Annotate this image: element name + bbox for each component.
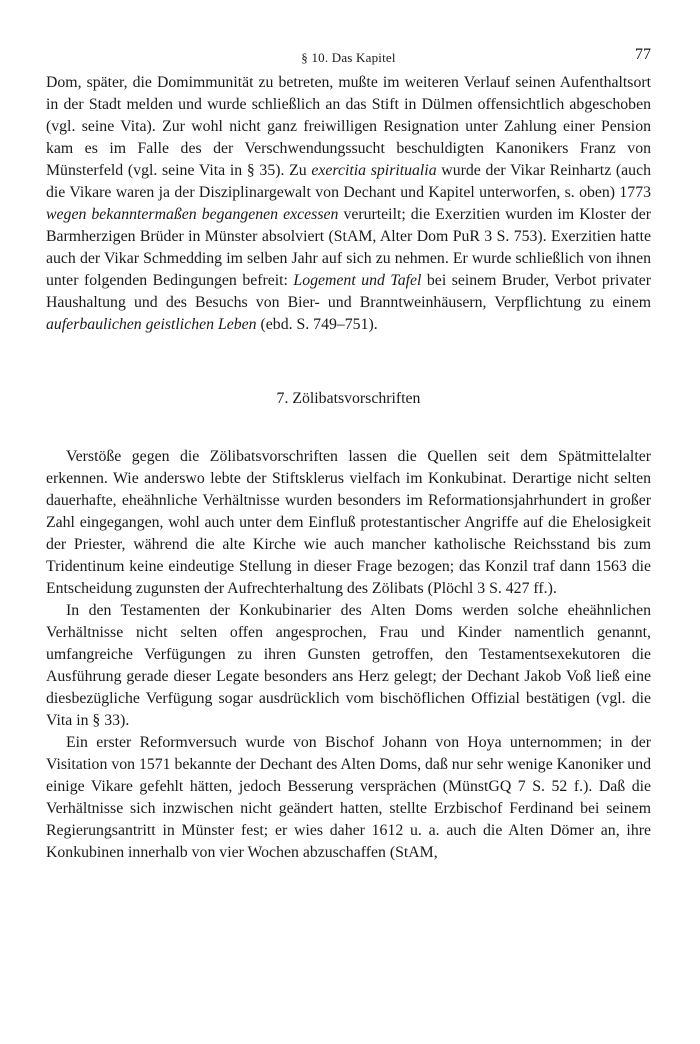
text-run: verurteilt; die Exerzitien wurden im Kloster der Barmherzigen Brüder in Münster absolviert (StAM, Alter Dom PuR 3 S. 753). Exerzitien hatte auch der Vikar Schmedding im selben Jahr auf sich zu nehmen. Er wurde schließlich von ihnen unter folgenden Bedingungen befreit: <box>46 206 651 289</box>
continuation-paragraph <box>46 72 651 336</box>
text-run: (ebd. S. 749–751). <box>256 316 378 333</box>
section-heading: 7. Zölibatsvorschriften <box>276 390 421 407</box>
body-text <box>46 72 651 864</box>
running-title: § 10. Das Kapitel <box>301 50 396 65</box>
section-body <box>46 446 651 864</box>
section-paragraph: Ein erster Reformversuch wurde von Bischof Johann von Hoya unternommen; in der Visitation von 1571 bekannte der Dechant des Alten Doms, daß nur sehr wenige Kanoniker und einige Vikare gefehlt hätten, jedoch Besserung versprächen (MünstGQ 7 S. 52 f.). Daß die Verhältnisse sich inzwischen nicht geändert hatten, stellte Erzbischof Ferdinand bei seinem Regierungsantritt in Münster fest; er wies daher 1612 u. a. auch die Alten Dömer an, ihre Konkubinen innerhalb von vier Wochen abzuschaffen (StAM, <box>46 734 651 861</box>
italic-term: wegen bekanntermaßen begangenen excessen <box>46 206 339 223</box>
book-page <box>46 44 651 864</box>
text-run: bei seinem Bruder, Verbot privater Haushaltung und des Besuchs von Bier- und Branntweinhäusern, Verpflichtung zu einem <box>46 272 652 311</box>
italic-term: auferbaulichen geistlichen Leben <box>46 316 257 333</box>
section-paragraph: In den Testamenten der Konkubinarier des Alten Doms werden solche eheähnlichen Verhältnisse nicht selten offen angesprochen, Frau und Kinder namentlich genannt, umfangreiche Verfügungen zu ihren Gunsten getroffen, den Testamentsexekutoren die Ausführung gerade dieser Legate besonders ans Herz gelegt; der Dechant Jakob Voß ließ eine diesbezügliche Verfügung sogar ausdrücklich vom bischöflichen Offizial bestätigen (vgl. die Vita in § 33). <box>46 602 651 729</box>
text-run: Dom, später, die Domimmunität zu betreten, mußte im weiteren Verlauf seinen Aufenthaltsort in der Stadt melden und wurde schließlich an das Stift in Dülmen offensichtlich abgeschoben (vgl. seine Vita). Zur wohl nicht ganz freiwilligen Resignation unter Zahlung einer Pension kam es im Falle des der Verschwendungssucht beschuldigten Kanonikers Franz von Münsterfeld (vgl. seine Vita in § 35). Zu <box>46 74 651 179</box>
page-number: 77 <box>635 46 651 63</box>
section-paragraph: Verstöße gegen die Zölibatsvorschriften lassen die Quellen seit dem Spätmittelalter erkennen. Wie anderswo lebte der Stiftsklerus vielfach im Konkubinat. Derartige nicht selten dauerhafte, eheähnliche Verhältnisse wurden besonders im Reformationsjahrhundert in großer Zahl eingegangen, wohl auch unter dem Einfluß protestantischer Angriffe auf die Ehelosigkeit der Priester, während die alte Kirche wie auch mancher katholische Reichsstand bis zum Tridentinum keine eindeutige Stellung in dieser Frage bezogen; das Konzil traf dann 1563 die Entscheidung zugunsten der Aufrechterhaltung des Zölibats (Plöchl 3 S. 427 ff.). <box>46 448 651 597</box>
italic-term: Logement und Tafel <box>293 272 422 289</box>
running-head <box>46 44 651 72</box>
italic-term: exercitia spiritualia <box>311 162 437 179</box>
text-run: wurde der Vikar Reinhartz (auch die Vikare waren ja der Disziplinargewalt von Dechant und Kapitel unterworfen, s. oben) 1773 <box>46 162 651 201</box>
